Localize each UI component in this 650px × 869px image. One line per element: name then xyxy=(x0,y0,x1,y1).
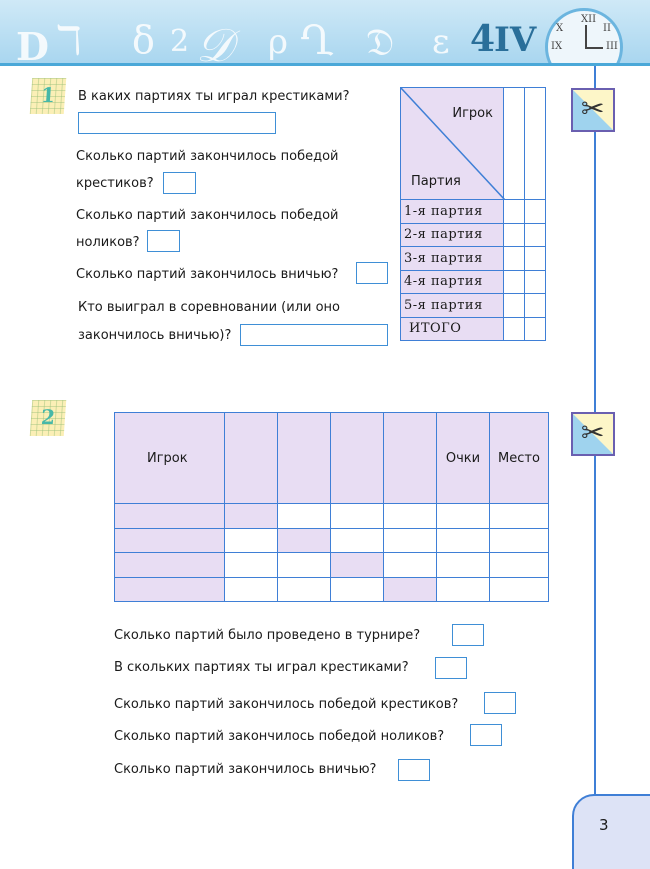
table-cell[interactable] xyxy=(331,504,384,529)
table-cell[interactable] xyxy=(331,577,384,602)
question-text: закончилось вничью)? xyxy=(78,328,232,343)
header-game: Партия xyxy=(411,174,461,189)
header-glyph: 𝔇 xyxy=(366,20,395,64)
row-label-total: ИТОГО xyxy=(401,317,504,341)
question-text: крестиков? xyxy=(76,176,154,191)
header-glyph: D xyxy=(16,24,49,66)
page-header xyxy=(0,0,650,66)
page-tab xyxy=(572,794,650,869)
question-text: Сколько партий закончилось вничью? xyxy=(76,267,339,282)
question-text: Сколько партий закончилось победой крестиков? xyxy=(114,697,459,712)
table-row xyxy=(401,247,546,271)
table-row xyxy=(401,270,546,294)
tournament-table xyxy=(114,412,549,602)
table-cell xyxy=(384,577,437,602)
table-cell xyxy=(278,528,331,553)
answer-field[interactable] xyxy=(147,230,180,252)
table-cell[interactable] xyxy=(278,577,331,602)
header-glyph: 2 xyxy=(170,24,190,59)
table-row xyxy=(401,200,546,224)
header-glyph: δ xyxy=(132,18,155,62)
answer-field[interactable] xyxy=(356,262,388,284)
table-cell[interactable] xyxy=(504,294,525,318)
task-number: 2 xyxy=(30,400,67,436)
table-cell xyxy=(225,504,278,529)
table-cell[interactable] xyxy=(525,270,546,294)
question-text: ноликов? xyxy=(76,235,140,250)
table-cell[interactable] xyxy=(504,223,525,247)
scissors-icon: ✂ xyxy=(571,412,615,456)
score-table xyxy=(400,87,546,341)
question-text: Сколько партий закончилось победой xyxy=(76,149,339,164)
table-cell[interactable] xyxy=(384,504,437,529)
row-label: 1-я партия xyxy=(401,200,504,224)
player-name-cell[interactable] xyxy=(115,504,225,529)
table-cell[interactable] xyxy=(278,504,331,529)
player-name-cell[interactable] xyxy=(115,528,225,553)
question-text: Сколько партий было проведено в турнире? xyxy=(114,628,421,643)
table-cell[interactable] xyxy=(504,88,525,200)
table-cell[interactable] xyxy=(504,200,525,224)
header-points: Очки xyxy=(437,413,490,504)
question-text: Кто выиграл в соревновании (или оно xyxy=(78,300,340,315)
row-label: 5-я партия xyxy=(401,294,504,318)
header-cell xyxy=(225,413,278,504)
question-text: В каких партиях ты играл крестиками? xyxy=(78,89,350,104)
header-glyph: ρ xyxy=(268,22,288,62)
table-row xyxy=(115,504,549,529)
place-cell[interactable] xyxy=(490,577,549,602)
table-row xyxy=(401,317,546,341)
table-cell[interactable] xyxy=(225,528,278,553)
header-player: Игрок xyxy=(452,106,493,121)
table-row xyxy=(115,577,549,602)
table-cell[interactable] xyxy=(384,553,437,578)
header-glyph: 4 xyxy=(470,18,496,60)
place-cell[interactable] xyxy=(490,504,549,529)
table-cell xyxy=(331,553,384,578)
header-cell xyxy=(384,413,437,504)
table-cell[interactable] xyxy=(525,294,546,318)
table-cell[interactable] xyxy=(525,200,546,224)
table-header-row xyxy=(115,413,549,504)
table-header-cell xyxy=(401,88,504,200)
place-cell[interactable] xyxy=(490,528,549,553)
row-label: 4-я партия xyxy=(401,270,504,294)
answer-field[interactable] xyxy=(78,112,276,134)
question-text: Сколько партий закончилось вничью? xyxy=(114,762,377,777)
answer-field[interactable] xyxy=(240,324,388,346)
header-glyph: 𝒟 xyxy=(196,18,233,66)
answer-field[interactable] xyxy=(398,759,430,781)
table-cell[interactable] xyxy=(525,223,546,247)
header-cell xyxy=(331,413,384,504)
table-cell[interactable] xyxy=(225,553,278,578)
clock-icon: XII X II IX III xyxy=(545,8,623,66)
page-number: 3 xyxy=(599,816,609,834)
table-row xyxy=(115,528,549,553)
table-cell[interactable] xyxy=(504,270,525,294)
table-cell[interactable] xyxy=(331,528,384,553)
question-text: В скольких партиях ты играл крестиками? xyxy=(114,660,409,675)
task-number: 1 xyxy=(30,78,67,114)
table-cell[interactable] xyxy=(384,528,437,553)
row-label: 2-я партия xyxy=(401,223,504,247)
table-row xyxy=(401,294,546,318)
table-cell[interactable] xyxy=(525,317,546,341)
table-cell[interactable] xyxy=(278,553,331,578)
place-cell[interactable] xyxy=(490,553,549,578)
points-cell[interactable] xyxy=(437,553,490,578)
question-text: Сколько партий закончилось победой xyxy=(76,208,339,223)
answer-field[interactable] xyxy=(470,724,502,746)
row-label: 3-я партия xyxy=(401,247,504,271)
header-glyph: IV xyxy=(494,20,537,60)
points-cell[interactable] xyxy=(437,577,490,602)
table-cell[interactable] xyxy=(504,247,525,271)
table-cell[interactable] xyxy=(504,317,525,341)
points-cell[interactable] xyxy=(437,504,490,529)
table-cell[interactable] xyxy=(525,247,546,271)
answer-field[interactable] xyxy=(163,172,196,194)
player-name-cell[interactable] xyxy=(115,577,225,602)
question-text: Сколько партий закончилось победой ноликов? xyxy=(114,729,445,744)
table-cell[interactable] xyxy=(525,88,546,200)
table-cell[interactable] xyxy=(225,577,278,602)
header-glyph: ℸ xyxy=(56,18,82,64)
player-name-cell[interactable] xyxy=(115,553,225,578)
points-cell[interactable] xyxy=(437,528,490,553)
table-row xyxy=(401,223,546,247)
header-player: Игрок xyxy=(115,413,225,504)
header-glyph: Ղ xyxy=(300,18,334,64)
header-glyph: ε xyxy=(432,22,450,62)
answer-field[interactable] xyxy=(452,624,484,646)
answer-field[interactable] xyxy=(435,657,467,679)
scissors-icon: ✂ xyxy=(571,88,615,132)
answer-field[interactable] xyxy=(484,692,516,714)
header-cell xyxy=(278,413,331,504)
header-place: Место xyxy=(490,413,549,504)
table-row xyxy=(115,553,549,578)
